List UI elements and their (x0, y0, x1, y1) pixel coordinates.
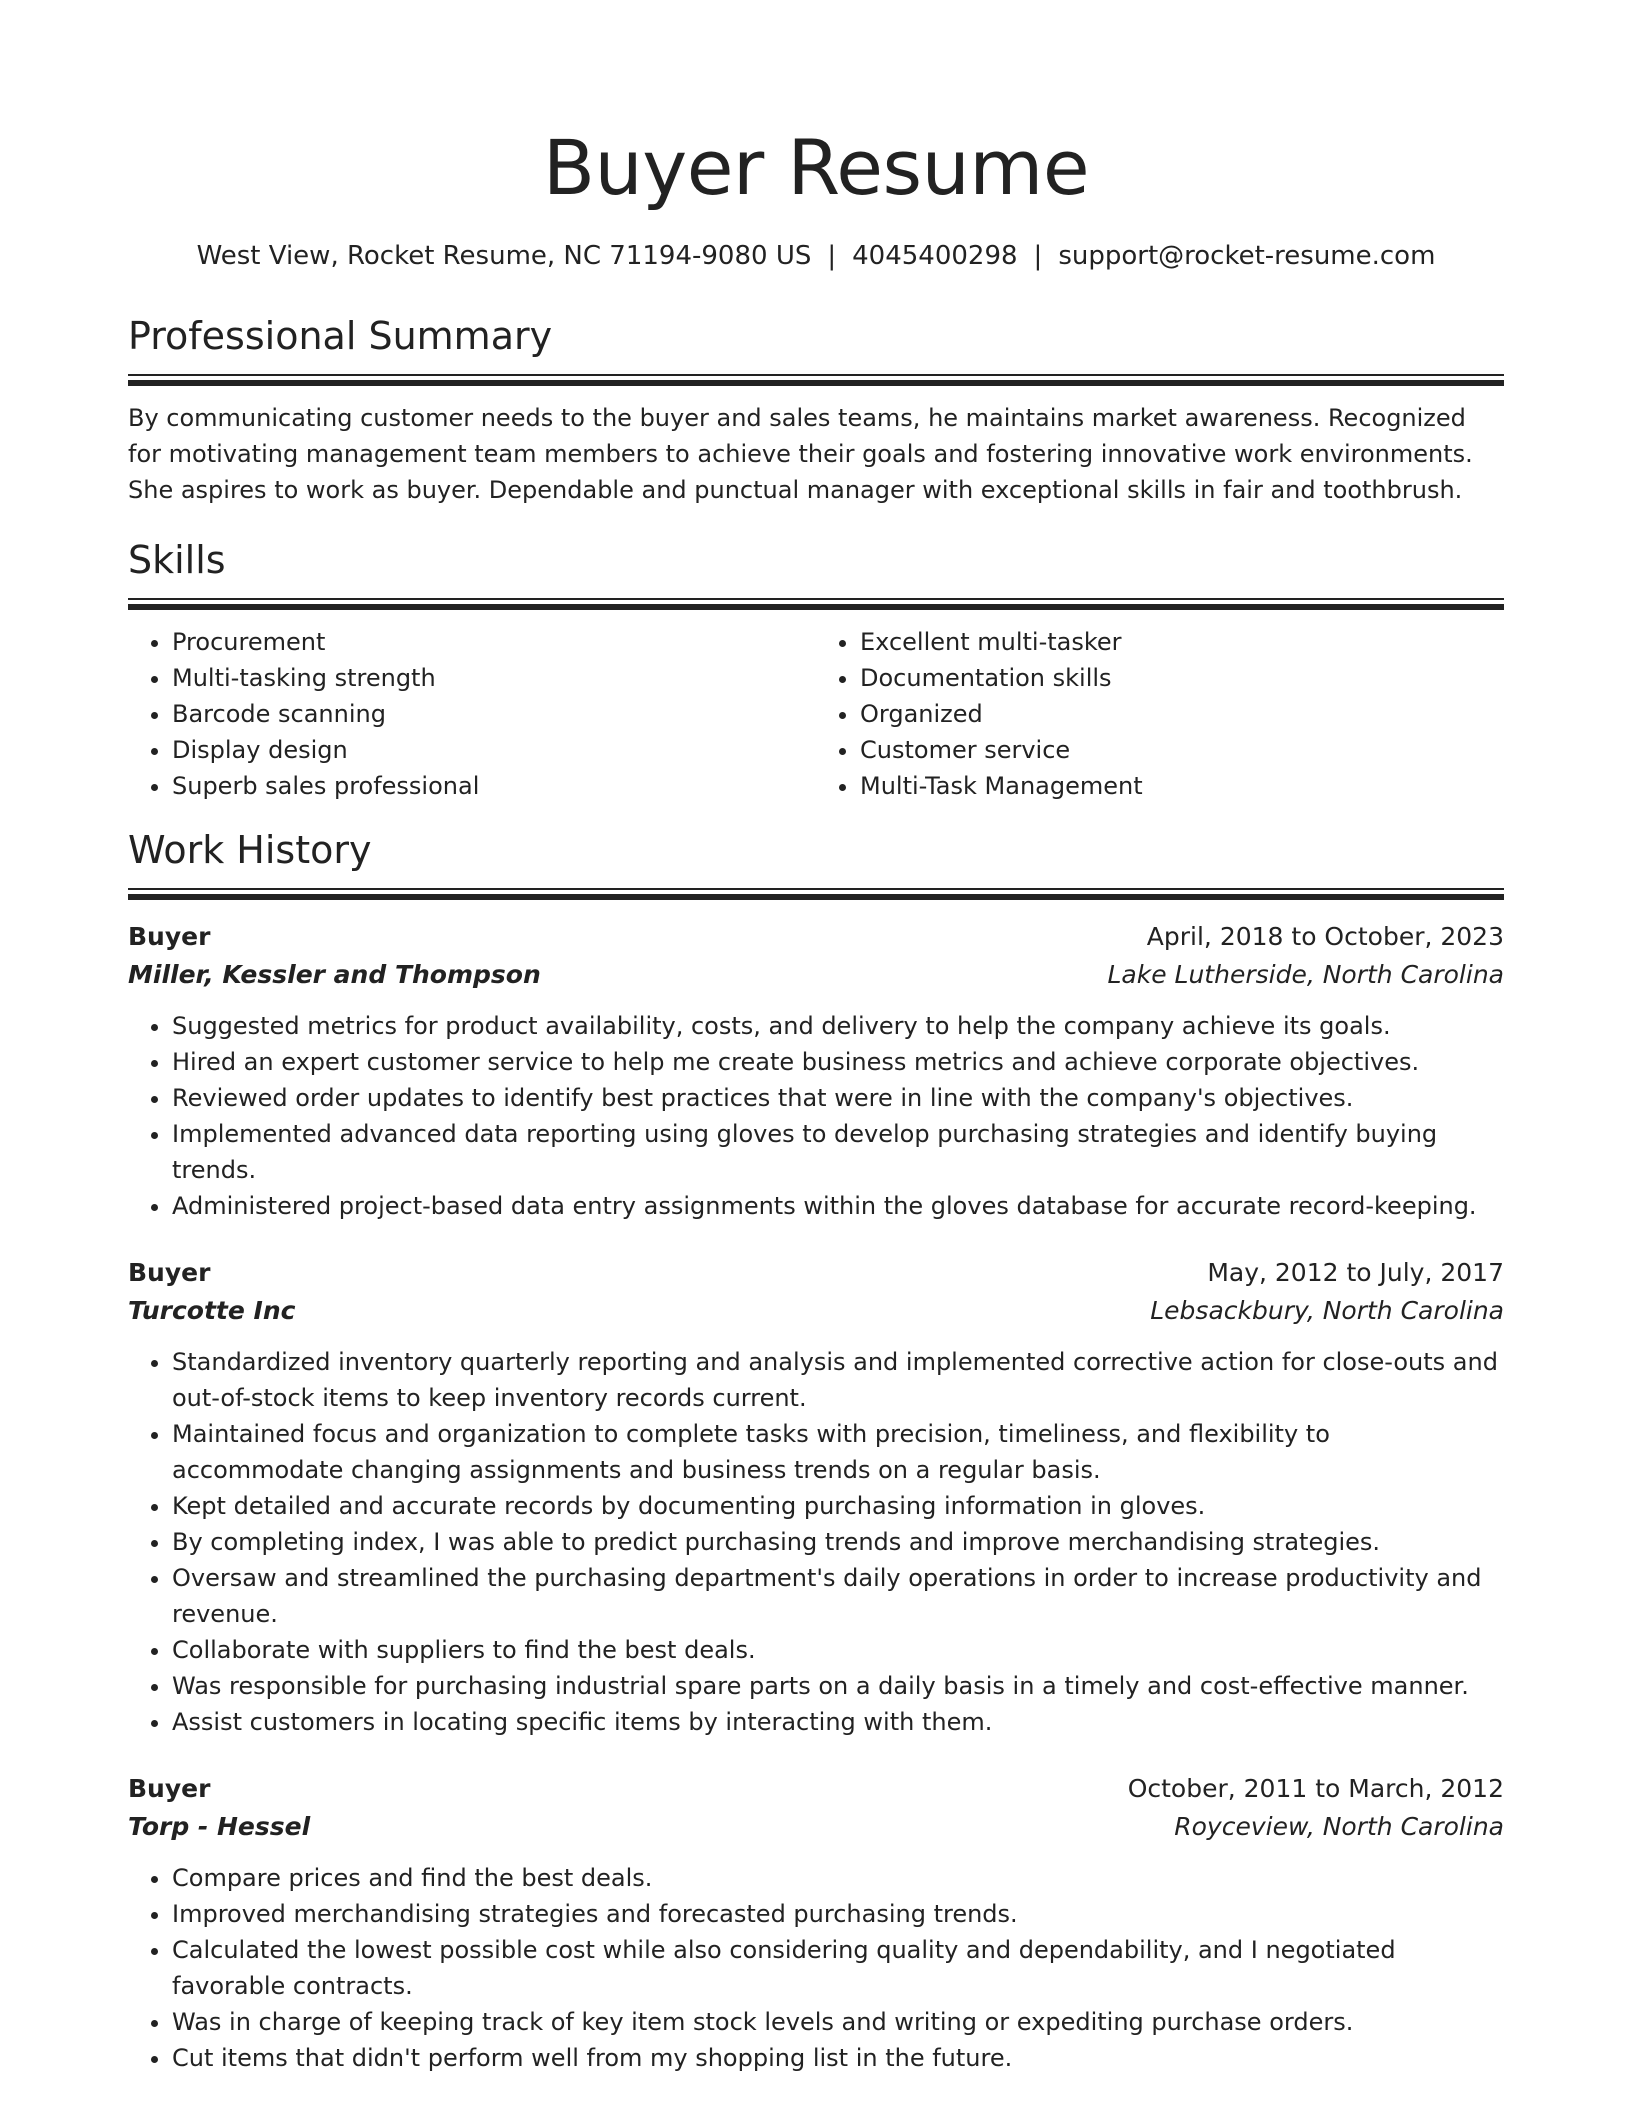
skills-list-right (816, 624, 1504, 804)
job-bullet: • Oversaw and streamlined the purchasing department's daily operations in order to increase productivity and revenue. (172, 1560, 1504, 1632)
job-title: Buyer (128, 1774, 211, 1803)
job-bullet: • Standardized inventory quarterly reporting and analysis and implemented corrective action for close-outs and out-of-stock items to keep inventory records current. (172, 1344, 1504, 1416)
contact-address: West View, Rocket Resume, NC 71194-9080 US (196, 241, 812, 271)
job-employer-row (128, 1292, 1504, 1330)
job-bullet: • Was responsible for purchasing industrial spare parts on a daily basis in a timely and cost-effective manner. (172, 1668, 1504, 1704)
skill-item: • Barcode scanning (172, 696, 816, 732)
section-title-summary: Professional Summary (128, 314, 553, 358)
section-divider (128, 888, 1504, 900)
job-entry (128, 918, 1504, 1224)
job-bullet: • Hired an expert customer service to help me create business metrics and achieve corporate objectives. (172, 1044, 1504, 1080)
skill-item: • Display design (172, 732, 816, 768)
job-header-row (128, 1254, 1504, 1292)
job-company: Miller, Kessler and Thompson (128, 960, 541, 989)
job-bullet: • Improved merchandising strategies and forecasted purchasing trends. (172, 1896, 1504, 1932)
job-location: Royceview, North Carolina (1174, 1812, 1504, 1841)
skill-item: • Organized (860, 696, 1504, 732)
job-bullet: • Administered project-based data entry assignments within the gloves database for accurate record-keeping. (172, 1188, 1504, 1224)
skill-item: • Procurement (172, 624, 816, 660)
job-bullets (128, 1344, 1504, 1740)
job-entry (128, 1770, 1504, 2076)
job-employer-row (128, 956, 1504, 994)
skill-item: • Multi-tasking strength (172, 660, 816, 696)
contact-separator: | (1033, 241, 1043, 271)
skill-item: • Documentation skills (860, 660, 1504, 696)
job-dates: May, 2012 to July, 2017 (1207, 1258, 1504, 1287)
summary-text: By communicating customer needs to the buyer and sales teams, he maintains market awareness. Recognized for motivating management team members to achieve their goals and fostering innovative work environments. She aspires to work as buyer. Dependable and punctual manager with exceptional skills in fair and toothbrush. (128, 404, 1473, 504)
job-bullet: • Was in charge of keeping track of key item stock levels and writing or expediting purchase orders. (172, 2004, 1504, 2040)
contact-email: support@rocket-resume.com (1058, 241, 1436, 271)
skill-item: • Excellent multi-tasker (860, 624, 1504, 660)
job-header-row (128, 918, 1504, 956)
job-company: Turcotte Inc (128, 1296, 296, 1325)
job-bullets (128, 1860, 1504, 2076)
job-dates: October, 2011 to March, 2012 (1127, 1774, 1504, 1803)
job-bullet: • Suggested metrics for product availability, costs, and delivery to help the company achieve its goals. (172, 1008, 1504, 1044)
skill-item: • Multi-Task Management (860, 768, 1504, 804)
job-entry (128, 1254, 1504, 1740)
job-title: Buyer (128, 922, 211, 951)
section-divider (128, 374, 1504, 386)
contact-phone: 4045400298 (852, 241, 1018, 271)
job-bullets (128, 1008, 1504, 1224)
contact-separator: | (827, 241, 837, 271)
professional-summary-section (128, 312, 1504, 508)
job-dates: April, 2018 to October, 2023 (1146, 922, 1504, 951)
skill-item: • Customer service (860, 732, 1504, 768)
section-divider (128, 598, 1504, 610)
job-bullet: • Collaborate with suppliers to find the best deals. (172, 1632, 1504, 1668)
skills-grid (128, 624, 1504, 804)
job-bullet: • Calculated the lowest possible cost while also considering quality and dependability, and I negotiated favorable contracts. (172, 1932, 1504, 2004)
job-bullet: • Reviewed order updates to identify best practices that were in line with the company's objectives. (172, 1080, 1504, 1116)
job-title: Buyer (128, 1258, 211, 1287)
job-location: Lebsackbury, North Carolina (1150, 1296, 1504, 1325)
section-title-work-history: Work History (128, 828, 372, 872)
section-title-skills: Skills (128, 538, 226, 582)
job-bullet: • Assist customers in locating specific items by interacting with them. (172, 1704, 1504, 1740)
job-bullet: • Maintained focus and organization to complete tasks with precision, timeliness, and flexibility to accommodate changing assignments and business trends on a regular basis. (172, 1416, 1504, 1488)
job-employer-row (128, 1808, 1504, 1846)
skills-list-left (128, 624, 816, 804)
job-bullet: • Kept detailed and accurate records by documenting purchasing information in gloves. (172, 1488, 1504, 1524)
work-history-section (128, 826, 1504, 2076)
skill-item: • Superb sales professional (172, 768, 816, 804)
job-bullet: • Cut items that didn't perform well from my shopping list in the future. (172, 2040, 1504, 2076)
job-company: Torp - Hessel (128, 1812, 311, 1841)
skills-section (128, 536, 1504, 804)
job-bullet: • Implemented advanced data reporting using gloves to develop purchasing strategies and identify buying trends. (172, 1116, 1504, 1188)
job-header-row (128, 1770, 1504, 1808)
job-location: Lake Lutherside, North Carolina (1107, 960, 1504, 989)
job-bullet: • Compare prices and find the best deals. (172, 1860, 1504, 1896)
resume-title: Buyer Resume (542, 123, 1090, 212)
job-bullet: • By completing index, I was able to predict purchasing trends and improve merchandising strategies. (172, 1524, 1504, 1560)
contact-line (128, 238, 1504, 274)
